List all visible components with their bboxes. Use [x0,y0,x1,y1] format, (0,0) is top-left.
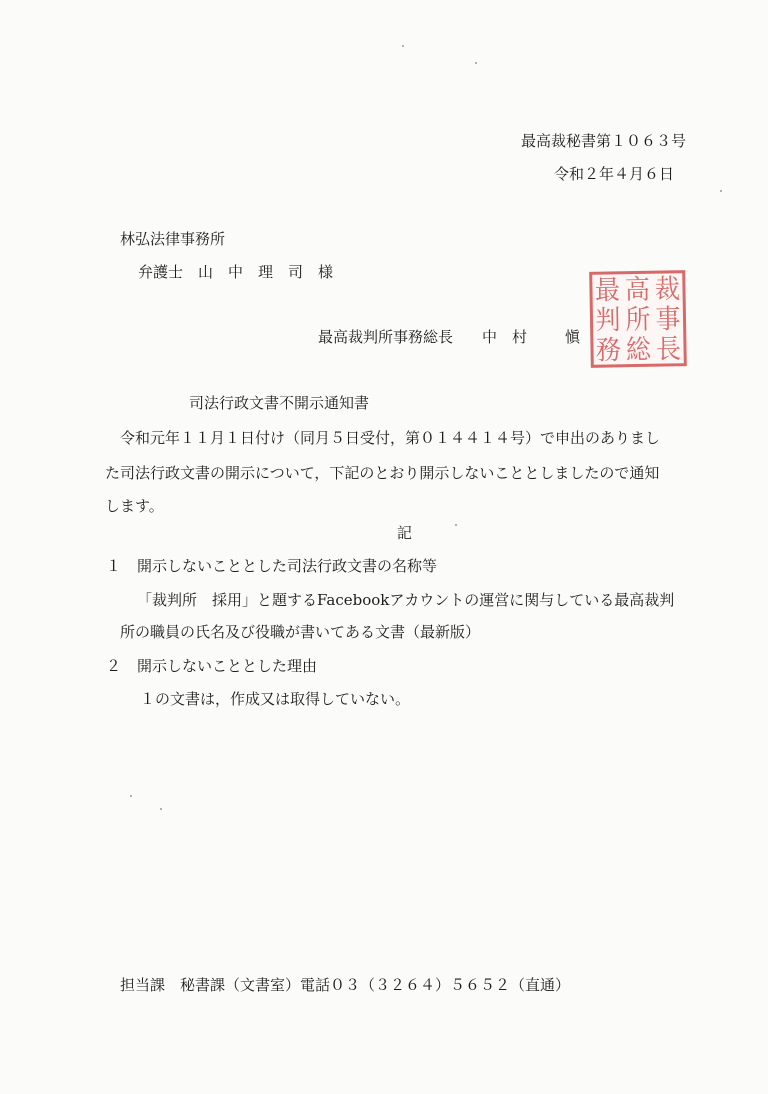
seal-char: 所 [625,303,651,335]
notice-body-line: します。 [105,497,164,515]
recipient-lawyer: 弁護士 山 中 理 司 様 [138,263,334,281]
scan-speck [720,190,722,192]
scan-speck [402,45,404,47]
notice-title: 司法行政文書不開示通知書 [189,394,370,412]
seal-char: 高 [624,273,651,305]
scan-speck [160,808,162,810]
notice-body-line: た司法行政文書の開示について，下記のとおり開示しないこととしましたので通知 [105,464,660,482]
seal-char: 事 [655,302,681,335]
issue-date: 令和２年４月６日 [553,165,674,183]
item-text-line: 「裁判所 採用」と題するFacebookアカウントの運営に関与している最高裁判 [137,591,675,609]
seal-char: 総 [625,333,652,365]
item-heading: 開示しないこととした理由 [137,657,318,675]
sender-given-name: 愼 [565,328,581,346]
seal-char: 最 [594,273,621,306]
sender-surname: 中 村 [482,328,528,346]
ki-heading: 記 [397,524,413,542]
item-number: １ [106,557,122,575]
notice-body-line: 令和元年１１月１日付け（同月５日受付，第０１４４１４号）で申出のありまし [120,429,661,447]
item-number: ２ [106,657,122,675]
scan-speck [455,524,457,526]
recipient-firm: 林弘法律事務所 [120,230,226,248]
contact-info: 担当課 秘書課（文書室）電話０３（３２６４）５６５２（直通） [120,976,571,994]
seal-char: 裁 [654,272,681,305]
item-heading: 開示しないこととした司法行政文書の名称等 [137,557,438,575]
seal-char: 務 [595,333,622,366]
official-seal-stamp [589,270,687,368]
item-text-line: １の文書は，作成又は取得していない。 [140,690,411,708]
seal-char: 長 [655,332,682,365]
scan-speck [130,795,132,797]
seal-char: 判 [595,303,621,336]
reference-number: 最高裁秘書第１０６３号 [520,132,686,150]
scan-speck [475,62,477,64]
sender-title: 最高裁判所事務総長 [318,328,454,346]
item-text-line: 所の職員の氏名及び役職が書いてある文書（最新版） [120,623,481,641]
